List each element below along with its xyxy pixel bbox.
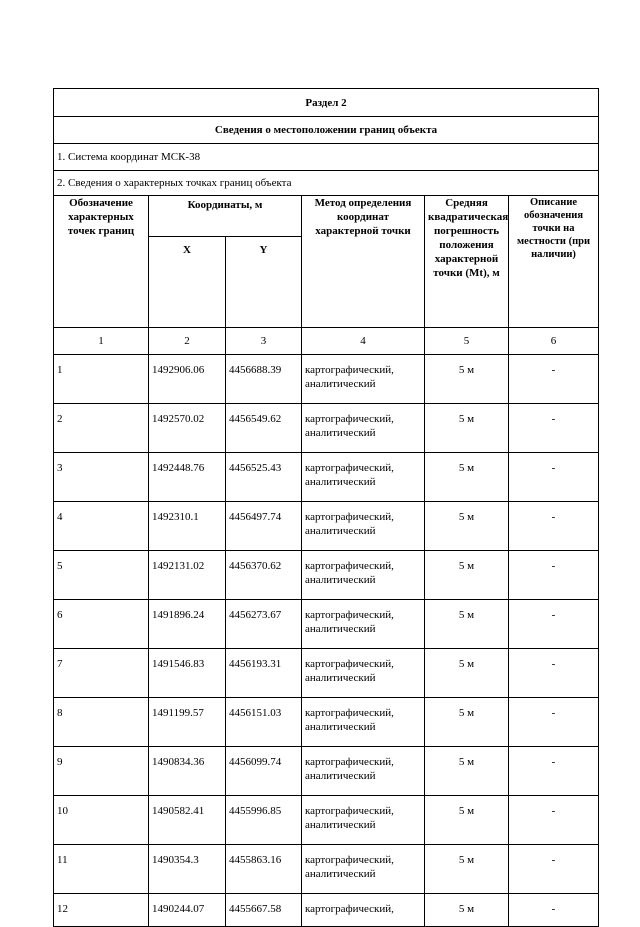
column-number: 6 [509, 328, 599, 355]
description: - [509, 894, 599, 927]
points-heading: 2. Сведения о характерных точках границ объекта [54, 171, 599, 196]
method-line-1: картографический, [305, 364, 394, 376]
coord-y: 4455863.16 [226, 845, 302, 894]
error-value: 5 м [425, 649, 509, 698]
point-id: 7 [54, 649, 149, 698]
method [302, 600, 425, 649]
method-line-2: аналитический [305, 525, 376, 537]
method-line-2: аналитический [305, 770, 376, 782]
column-number: 1 [54, 328, 149, 355]
description: - [509, 845, 599, 894]
method [302, 845, 425, 894]
header-coordinates: Координаты, м [149, 196, 302, 237]
header-y: Y [226, 237, 302, 328]
method-line-1: картографический, [305, 756, 394, 768]
coord-x: 1492570.02 [149, 404, 226, 453]
coord-y: 4456497.74 [226, 502, 302, 551]
method-line-1: картографический, [305, 560, 394, 572]
coord-y: 4456151.03 [226, 698, 302, 747]
error-value: 5 м [425, 600, 509, 649]
column-numbers-row [54, 328, 599, 355]
description: - [509, 747, 599, 796]
coord-x: 1492131.02 [149, 551, 226, 600]
column-number: 4 [302, 328, 425, 355]
coord-x: 1492448.76 [149, 453, 226, 502]
method-line-2: аналитический [305, 574, 376, 586]
error-value: 5 м [425, 502, 509, 551]
table-row [54, 453, 599, 502]
error-value: 5 м [425, 747, 509, 796]
coord-x: 1491199.57 [149, 698, 226, 747]
coord-x: 1491546.83 [149, 649, 226, 698]
coord-y: 4456193.31 [226, 649, 302, 698]
description: - [509, 600, 599, 649]
table-row [54, 551, 599, 600]
method-line-1: картографический, [305, 658, 394, 670]
method [302, 894, 425, 927]
coord-x: 1492906.06 [149, 355, 226, 404]
column-number: 3 [226, 328, 302, 355]
coord-x: 1490582.41 [149, 796, 226, 845]
method [302, 551, 425, 600]
description: - [509, 551, 599, 600]
method-line-1: картографический, [305, 903, 394, 915]
method [302, 649, 425, 698]
point-id: 6 [54, 600, 149, 649]
method [302, 698, 425, 747]
point-id: 11 [54, 845, 149, 894]
description: - [509, 698, 599, 747]
header-description: Описание обозначения точки на местности (при наличии) [509, 196, 599, 328]
error-value: 5 м [425, 404, 509, 453]
method-line-1: картографический, [305, 511, 394, 523]
point-id: 8 [54, 698, 149, 747]
table-row [54, 649, 599, 698]
table-row [54, 796, 599, 845]
point-id: 5 [54, 551, 149, 600]
table-row [54, 698, 599, 747]
coord-y: 4455996.85 [226, 796, 302, 845]
method-line-2: аналитический [305, 819, 376, 831]
coord-y: 4456549.62 [226, 404, 302, 453]
table-row [54, 845, 599, 894]
table-row [54, 502, 599, 551]
header-point-id: Обозначение характерных точек границ [54, 196, 149, 328]
error-value: 5 м [425, 698, 509, 747]
error-value: 5 м [425, 796, 509, 845]
table-row [54, 894, 599, 927]
coord-x: 1490834.36 [149, 747, 226, 796]
coord-x: 1490244.07 [149, 894, 226, 927]
point-id: 2 [54, 404, 149, 453]
method-line-2: аналитический [305, 623, 376, 635]
description: - [509, 796, 599, 845]
method-line-2: аналитический [305, 378, 376, 390]
method [302, 796, 425, 845]
error-value: 5 м [425, 453, 509, 502]
section-subtitle: Сведения о местоположении границ объекта [54, 117, 599, 144]
description: - [509, 404, 599, 453]
method [302, 747, 425, 796]
coord-y: 4455667.58 [226, 894, 302, 927]
table-row [54, 355, 599, 404]
coord-y: 4456099.74 [226, 747, 302, 796]
method [302, 355, 425, 404]
method-line-2: аналитический [305, 721, 376, 733]
coord-y: 4456688.39 [226, 355, 302, 404]
error-value: 5 м [425, 894, 509, 927]
point-id: 3 [54, 453, 149, 502]
column-number: 5 [425, 328, 509, 355]
method-line-2: аналитический [305, 672, 376, 684]
coord-y: 4456525.43 [226, 453, 302, 502]
description: - [509, 649, 599, 698]
table-row [54, 600, 599, 649]
point-id: 12 [54, 894, 149, 927]
header-error: Средняя квадратическая погрешность положения характерной точки (Mt), м [425, 196, 509, 328]
method-line-1: картографический, [305, 462, 394, 474]
coord-y: 4456370.62 [226, 551, 302, 600]
method [302, 502, 425, 551]
column-number: 2 [149, 328, 226, 355]
coord-x: 1491896.24 [149, 600, 226, 649]
method-line-2: аналитический [305, 476, 376, 488]
point-id: 4 [54, 502, 149, 551]
coord-y: 4456273.67 [226, 600, 302, 649]
section-title: Раздел 2 [54, 89, 599, 117]
error-value: 5 м [425, 845, 509, 894]
error-value: 5 м [425, 551, 509, 600]
description: - [509, 355, 599, 404]
method-line-1: картографический, [305, 413, 394, 425]
header-method: Метод определения координат характерной точки [302, 196, 425, 328]
method-line-1: картографический, [305, 805, 394, 817]
point-id: 1 [54, 355, 149, 404]
point-id: 10 [54, 796, 149, 845]
method-line-1: картографический, [305, 609, 394, 621]
header-x: X [149, 237, 226, 328]
description: - [509, 453, 599, 502]
method-line-1: картографический, [305, 707, 394, 719]
description: - [509, 502, 599, 551]
coord-x: 1492310.1 [149, 502, 226, 551]
point-id: 9 [54, 747, 149, 796]
table-row [54, 404, 599, 453]
table-row [54, 747, 599, 796]
method [302, 404, 425, 453]
coord-system: 1. Система координат МСК-38 [54, 144, 599, 171]
coord-x: 1490354.3 [149, 845, 226, 894]
method-line-2: аналитический [305, 427, 376, 439]
method [302, 453, 425, 502]
method-line-2: аналитический [305, 868, 376, 880]
method-line-1: картографический, [305, 854, 394, 866]
boundary-points-table [53, 88, 599, 927]
error-value: 5 м [425, 355, 509, 404]
